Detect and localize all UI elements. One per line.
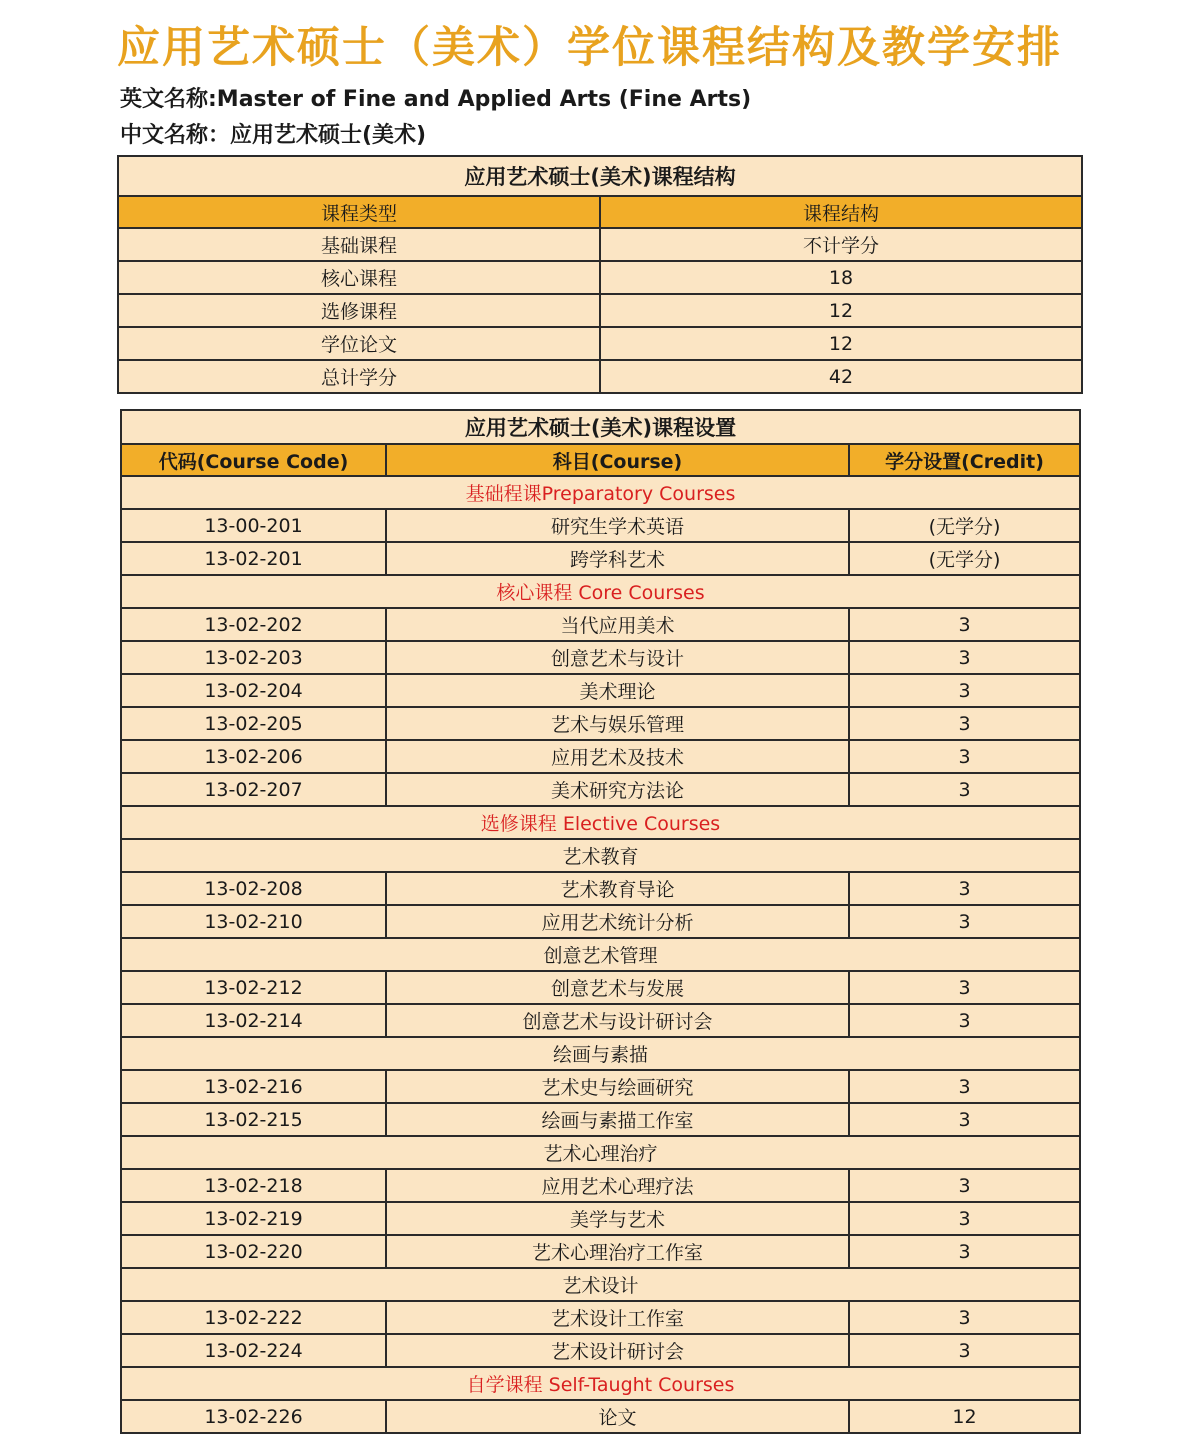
course-structure-table — [117, 155, 1083, 394]
course-name-cell: 论文 — [386, 1400, 849, 1433]
course-row — [121, 1169, 1080, 1202]
course-name-cell: 创意艺术与设计研讨会 — [386, 1004, 849, 1037]
course-code-cell: 13-02-226 — [121, 1400, 386, 1433]
course-credit-cell: (无学分) — [849, 509, 1080, 542]
course-structure-cell: 18 — [600, 261, 1082, 294]
category-label: 自学课程 Self-Taught Courses — [121, 1367, 1080, 1400]
course-code-cell: 13-02-203 — [121, 641, 386, 674]
course-structure-cell: 42 — [600, 360, 1082, 393]
course-code-cell: 13-02-201 — [121, 542, 386, 575]
course-type-cell: 学位论文 — [118, 327, 600, 360]
course-code-cell: 13-02-205 — [121, 707, 386, 740]
course-row — [121, 608, 1080, 641]
courses-header-course: 科目(Course) — [386, 444, 849, 476]
category-label: 艺术教育 — [121, 839, 1080, 872]
course-code-cell: 13-02-218 — [121, 1169, 386, 1202]
course-row — [121, 971, 1080, 1004]
structure-header-row — [118, 196, 1082, 228]
course-type-cell: 基础课程 — [118, 228, 600, 261]
course-code-cell: 13-02-219 — [121, 1202, 386, 1235]
course-code-cell: 13-02-214 — [121, 1004, 386, 1037]
english-name-line: 英文名称:Master of Fine and Applied Arts (Fine Arts) — [120, 87, 752, 112]
category-label: 绘画与素描 — [121, 1037, 1080, 1070]
course-row — [121, 509, 1080, 542]
course-structure-cell: 不计学分 — [600, 228, 1082, 261]
course-row — [121, 641, 1080, 674]
course-settings-table — [120, 409, 1081, 1434]
structure-header-type: 课程类型 — [118, 196, 600, 228]
category-row — [121, 938, 1080, 971]
structure-row — [118, 228, 1082, 261]
course-credit-cell: 3 — [849, 674, 1080, 707]
course-row — [121, 707, 1080, 740]
course-name-cell: 艺术心理治疗工作室 — [386, 1235, 849, 1268]
category-label: 选修课程 Elective Courses — [121, 806, 1080, 839]
course-name-cell: 绘画与素描工作室 — [386, 1103, 849, 1136]
course-row — [121, 1400, 1080, 1433]
course-name-cell: 应用艺术统计分析 — [386, 905, 849, 938]
course-credit-cell: 3 — [849, 1301, 1080, 1334]
structure-header-structure: 课程结构 — [600, 196, 1082, 228]
course-name-cell: 美术理论 — [386, 674, 849, 707]
course-credit-cell: (无学分) — [849, 542, 1080, 575]
course-row — [121, 1334, 1080, 1367]
course-code-cell: 13-02-220 — [121, 1235, 386, 1268]
course-code-cell: 13-02-216 — [121, 1070, 386, 1103]
category-label: 基础程课Preparatory Courses — [121, 476, 1080, 509]
course-name-cell: 创意艺术与发展 — [386, 971, 849, 1004]
category-row — [121, 476, 1080, 509]
course-name-cell: 应用艺术心理疗法 — [386, 1169, 849, 1202]
category-row — [121, 806, 1080, 839]
course-code-cell: 13-02-210 — [121, 905, 386, 938]
course-code-cell: 13-02-207 — [121, 773, 386, 806]
course-type-cell: 选修课程 — [118, 294, 600, 327]
course-credit-cell: 3 — [849, 905, 1080, 938]
course-credit-cell: 3 — [849, 1070, 1080, 1103]
course-credit-cell: 3 — [849, 1202, 1080, 1235]
structure-title-row — [118, 156, 1082, 196]
chinese-name-line: 中文名称：应用艺术硕士(美术) — [120, 123, 427, 148]
courses-table-title: 应用艺术硕士(美术)课程设置 — [121, 410, 1080, 444]
course-row — [121, 674, 1080, 707]
course-row — [121, 1202, 1080, 1235]
category-row — [121, 1268, 1080, 1301]
course-name-cell: 艺术设计工作室 — [386, 1301, 849, 1334]
courses-title-row — [121, 410, 1080, 444]
course-name-cell: 创意艺术与设计 — [386, 641, 849, 674]
course-name-cell: 研究生学术英语 — [386, 509, 849, 542]
category-label: 艺术心理治疗 — [121, 1136, 1080, 1169]
course-code-cell: 13-02-204 — [121, 674, 386, 707]
courses-header-code: 代码(Course Code) — [121, 444, 386, 476]
structure-row — [118, 261, 1082, 294]
course-credit-cell: 3 — [849, 1235, 1080, 1268]
course-name-cell: 艺术史与绘画研究 — [386, 1070, 849, 1103]
course-row — [121, 872, 1080, 905]
course-row — [121, 1301, 1080, 1334]
course-code-cell: 13-02-202 — [121, 608, 386, 641]
course-credit-cell: 3 — [849, 1004, 1080, 1037]
course-code-cell: 13-02-222 — [121, 1301, 386, 1334]
course-name-cell: 应用艺术及技术 — [386, 740, 849, 773]
course-row — [121, 740, 1080, 773]
course-code-cell: 13-02-212 — [121, 971, 386, 1004]
category-row — [121, 1367, 1080, 1400]
course-credit-cell: 3 — [849, 971, 1080, 1004]
course-code-cell: 13-02-208 — [121, 872, 386, 905]
course-credit-cell: 3 — [849, 740, 1080, 773]
course-credit-cell: 3 — [849, 872, 1080, 905]
course-structure-cell: 12 — [600, 327, 1082, 360]
course-type-cell: 核心课程 — [118, 261, 600, 294]
category-label: 创意艺术管理 — [121, 938, 1080, 971]
courses-header-credit: 学分设置(Credit) — [849, 444, 1080, 476]
category-label: 艺术设计 — [121, 1268, 1080, 1301]
course-code-cell: 13-00-201 — [121, 509, 386, 542]
course-type-cell: 总计学分 — [118, 360, 600, 393]
course-credit-cell: 3 — [849, 1169, 1080, 1202]
structure-row — [118, 360, 1082, 393]
course-name-cell: 艺术设计研讨会 — [386, 1334, 849, 1367]
course-row — [121, 1070, 1080, 1103]
course-credit-cell: 3 — [849, 641, 1080, 674]
course-structure-cell: 12 — [600, 294, 1082, 327]
category-row — [121, 1136, 1080, 1169]
course-name-cell: 当代应用美术 — [386, 608, 849, 641]
course-credit-cell: 3 — [849, 1334, 1080, 1367]
course-code-cell: 13-02-206 — [121, 740, 386, 773]
page-title: 应用艺术硕士（美术）学位课程结构及教学安排 — [117, 23, 1062, 73]
course-name-cell: 艺术与娱乐管理 — [386, 707, 849, 740]
course-row — [121, 905, 1080, 938]
course-name-cell: 美术研究方法论 — [386, 773, 849, 806]
course-credit-cell: 3 — [849, 707, 1080, 740]
category-label: 核心课程 Core Courses — [121, 575, 1080, 608]
course-row — [121, 1004, 1080, 1037]
course-credit-cell: 3 — [849, 608, 1080, 641]
structure-row — [118, 327, 1082, 360]
category-row — [121, 575, 1080, 608]
course-credit-cell: 12 — [849, 1400, 1080, 1433]
course-credit-cell: 3 — [849, 1103, 1080, 1136]
course-credit-cell: 3 — [849, 773, 1080, 806]
structure-table-title: 应用艺术硕士(美术)课程结构 — [118, 156, 1082, 196]
category-row — [121, 839, 1080, 872]
category-row — [121, 1037, 1080, 1070]
course-name-cell: 美学与艺术 — [386, 1202, 849, 1235]
course-name-cell: 艺术教育导论 — [386, 872, 849, 905]
course-row — [121, 1235, 1080, 1268]
course-code-cell: 13-02-224 — [121, 1334, 386, 1367]
course-row — [121, 773, 1080, 806]
courses-header-row — [121, 444, 1080, 476]
course-code-cell: 13-02-215 — [121, 1103, 386, 1136]
course-row — [121, 542, 1080, 575]
course-name-cell: 跨学科艺术 — [386, 542, 849, 575]
structure-row — [118, 294, 1082, 327]
course-row — [121, 1103, 1080, 1136]
